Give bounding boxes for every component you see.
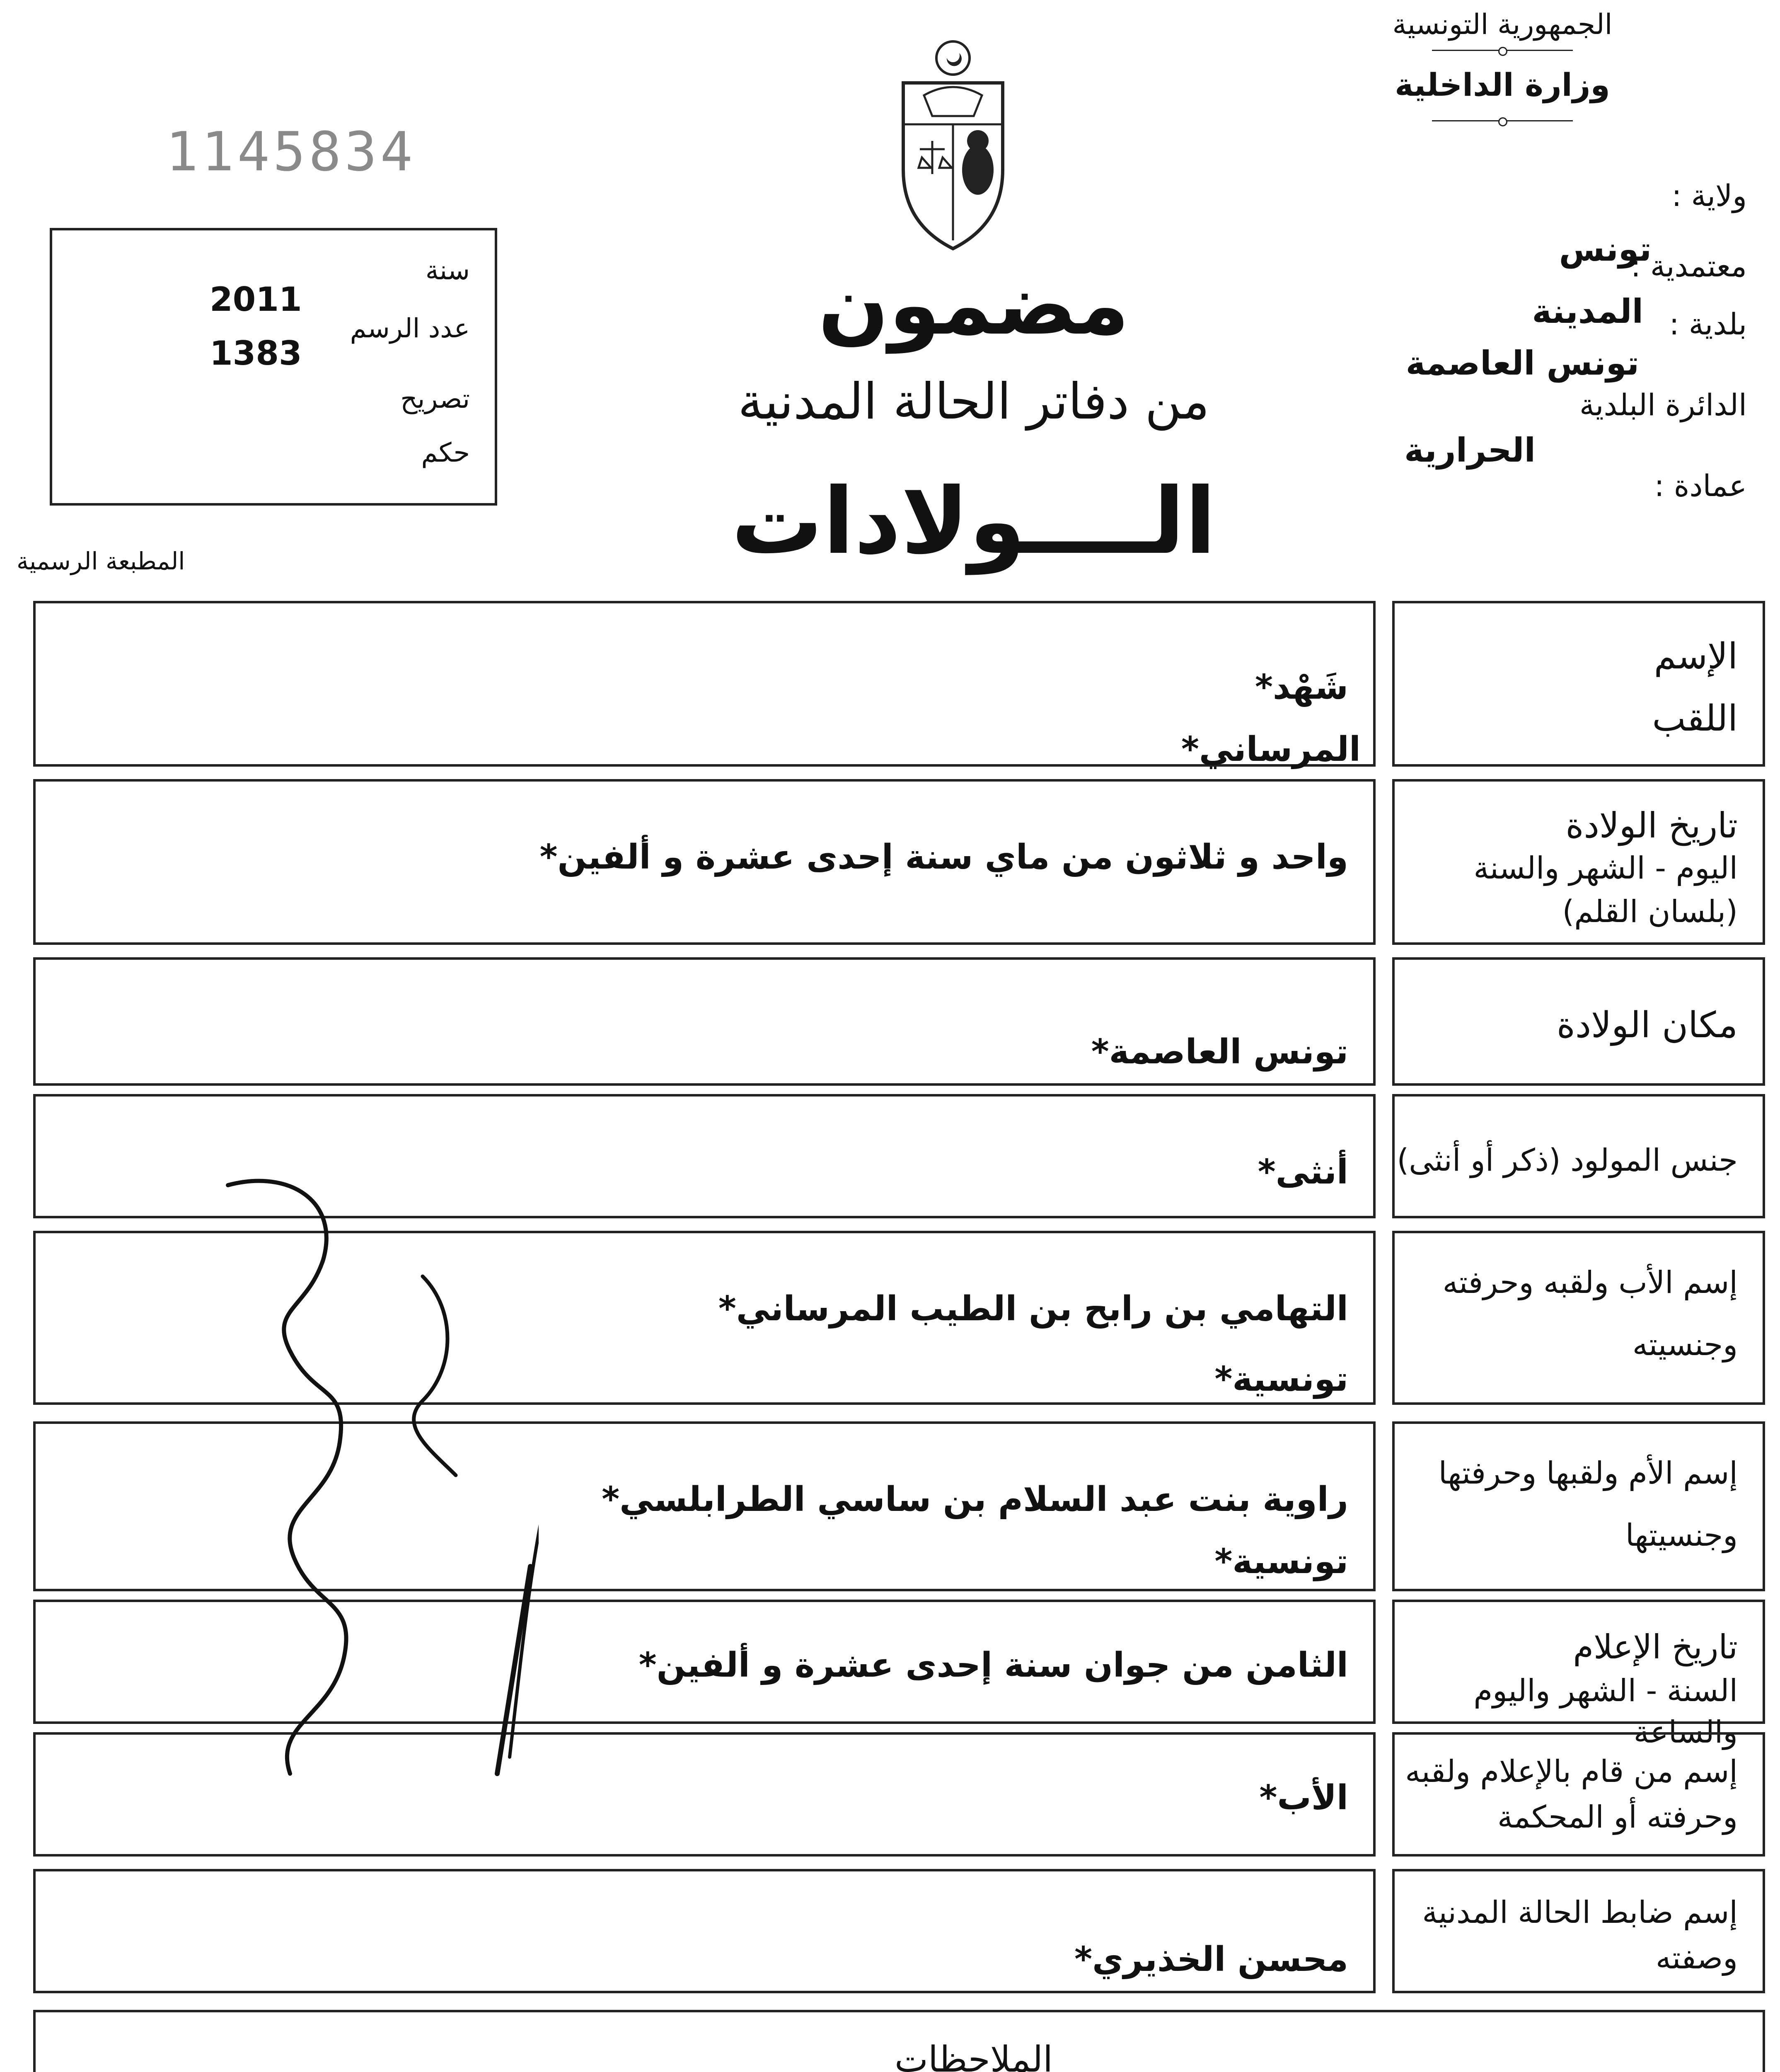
reg-judgment-label: حكم [421,438,470,468]
value-cell [33,957,1376,1086]
officer-sublabel: وصفته [1655,1940,1738,1976]
birth-date-note: (بلسان القلم) [1562,894,1738,929]
reg-year-value: 2011 [210,280,302,319]
birth-place-label: مكان الولادة [1556,1005,1738,1046]
reg-declaration-label: تصريح [400,384,470,414]
document-subtitle: من دفاتر الحالة المدنية [738,373,1210,431]
table-row [33,957,1765,1086]
birth-date-sublabel: اليوم - الشهر والسنة [1473,850,1738,886]
table-row [33,1869,1765,1993]
value-cell [33,779,1376,945]
value-cell [33,1869,1376,1993]
country-name: الجمهورية التونسية [1392,8,1613,41]
ministry-name: وزارة الداخلية [1395,66,1610,103]
label-cell [1392,1231,1765,1405]
district-label: الدائرة البلدية [1579,387,1747,422]
label-cell [1392,1869,1765,1993]
sex-label: جنس المولود (ذكر أو أنثى) [1397,1143,1738,1178]
birth-date-label: تاريخ الولادة [1565,805,1738,846]
declarant-sublabel: وحرفته أو المحكمة [1497,1799,1738,1835]
delegation-value: تونس [1559,230,1652,269]
printer-label: المطبعة الرسمية [17,547,185,575]
birth-date-value: واحد و ثلاثون من ماي سنة إحدى عشرة و ألفين* [539,838,1348,877]
declarant-value: الأب* [1259,1778,1348,1818]
notes-title: الملاحظات [894,2039,1053,2072]
district-value: تونس العاصمة [1405,344,1639,382]
birth-place-value: تونس العاصمة* [1091,1032,1348,1072]
label-cell [1392,957,1765,1086]
ornament-divider [1432,120,1573,121]
ornament-divider [1432,50,1573,51]
municipality-label: بلدية : [1669,307,1747,341]
coat-of-arms-icon [878,33,1028,265]
father-nationality-label: وجنسيته [1632,1327,1738,1363]
father-name-value: التهامي بن رابح بن الطيب المرساني* [718,1289,1348,1329]
declarant-label: إسم من قام بالإعلام ولقبه [1405,1754,1738,1789]
mother-nationality-value: تونسية* [1214,1542,1348,1581]
reg-year-label: سنة [425,255,470,286]
delegation-label: معتمدية : [1630,249,1747,283]
father-nationality-value: تونسية* [1214,1360,1348,1399]
table-row [33,779,1765,945]
label-cell [1392,1732,1765,1857]
document-type: الــــولادات [731,468,1216,574]
governorate-label: ولاية : [1671,178,1747,213]
label-cell [1392,601,1765,767]
sector-label: عمادة : [1654,468,1747,503]
label-cell [1392,1421,1765,1591]
officer-value: محسن الخذيري* [1074,1940,1348,1979]
name-value: شَهْد* [1255,668,1348,707]
document-title: مضمون [818,257,1129,353]
sector-value: الحرارية [1404,431,1536,470]
reg-number-value: 1383 [210,334,302,373]
officer-label: إسم ضابط الحالة المدنية [1422,1895,1738,1930]
mother-name-value: راوية بنت عبد السلام بن ساسي الطرابلسي* [602,1480,1348,1519]
declaration-date-value: الثامن من جوان سنة إحدى عشرة و ألفين* [638,1646,1348,1685]
surname-label: اللقب [1652,698,1738,739]
handwritten-annotation-icon [166,1152,539,1857]
name-label: الإسم [1654,636,1738,677]
sex-value: أنثى* [1258,1152,1348,1192]
father-label: إسم الأب ولقبه وحرفته [1442,1265,1738,1300]
label-cell [1392,1600,1765,1750]
municipality-value: المدينة [1532,292,1643,331]
label-cell [1392,1094,1765,1218]
serial-number: 1145834 [166,120,416,183]
label-cell [1392,779,1765,945]
mother-label: إسم الأم ولقبها وحرفتها [1438,1455,1738,1491]
mother-nationality-label: وجنسيتها [1625,1518,1738,1553]
value-cell [33,601,1376,767]
table-row [33,601,1765,767]
surname-value: المرساني* [1181,730,1361,769]
declaration-date-label: تاريخ الإعلام [1573,1628,1738,1666]
reg-number-label: عدد الرسم [350,313,470,344]
declaration-date-sublabel: السنة - الشهر واليوم والساعة [1473,1673,1738,1750]
registration-box [50,228,497,506]
